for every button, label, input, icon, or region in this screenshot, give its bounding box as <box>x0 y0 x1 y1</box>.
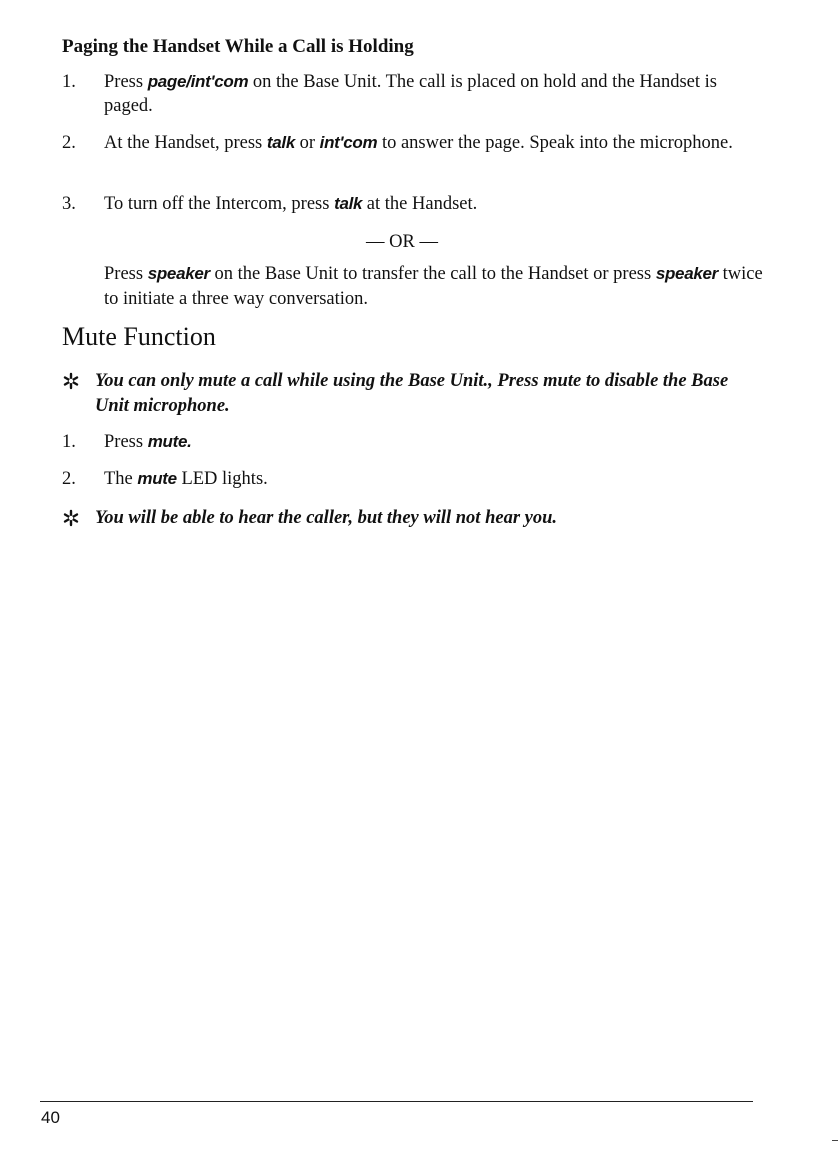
alternative-instruction: Press speaker on the Base Unit to transfer the call to the Handset or press speaker twice to initiate a three way conversation. <box>104 264 763 309</box>
step-text: To turn off the Intercom, press talk at the Handset. <box>104 194 478 214</box>
mute-step-1 <box>62 430 762 454</box>
button-keyword: int'com <box>319 133 378 152</box>
step-text: The mute LED lights. <box>104 469 268 489</box>
button-keyword: speaker <box>147 264 210 283</box>
step-3 <box>62 192 762 216</box>
asterisk-icon <box>62 369 92 395</box>
step-number: 1. <box>62 432 76 452</box>
step-text: Press page/int'com on the Base Unit. The call is placed on hold and the Handset is paged. <box>104 72 717 116</box>
button-keyword: talk <box>266 133 295 152</box>
button-keyword: mute. <box>147 432 192 451</box>
section-heading-paging: Paging the Handset While a Call is Holding <box>62 36 414 57</box>
button-keyword: page/int'com <box>147 72 249 91</box>
step-1 <box>62 70 762 118</box>
button-keyword: speaker <box>655 264 718 283</box>
step-number: 1. <box>62 72 76 92</box>
or-separator: — OR — <box>366 232 438 252</box>
asterisk-icon <box>62 506 92 532</box>
note-text: You will be able to hear the caller, but they will not hear you. <box>95 508 558 528</box>
step-text: Press mute. <box>104 432 192 452</box>
button-keyword: talk <box>334 194 363 213</box>
mute-step-2 <box>62 467 762 491</box>
step-number: 3. <box>62 194 76 214</box>
step-number: 2. <box>62 133 76 153</box>
note-1 <box>62 369 762 419</box>
step-text: At the Handset, press talk or int'com to answer the page. Speak into the microphone. <box>104 133 733 153</box>
section-heading-mute: Mute Function <box>62 322 216 351</box>
step-number: 2. <box>62 469 76 489</box>
scan-edge-mark <box>832 1140 838 1141</box>
button-keyword: mute <box>137 469 177 488</box>
page-number: 40 <box>41 1108 60 1127</box>
note-2 <box>62 506 762 531</box>
note-text: You can only mute a call while using the Base Unit., Press mute to disable the Base Unit microphone. <box>95 371 729 416</box>
footer-rule <box>40 1101 753 1102</box>
step-2 <box>62 131 762 179</box>
